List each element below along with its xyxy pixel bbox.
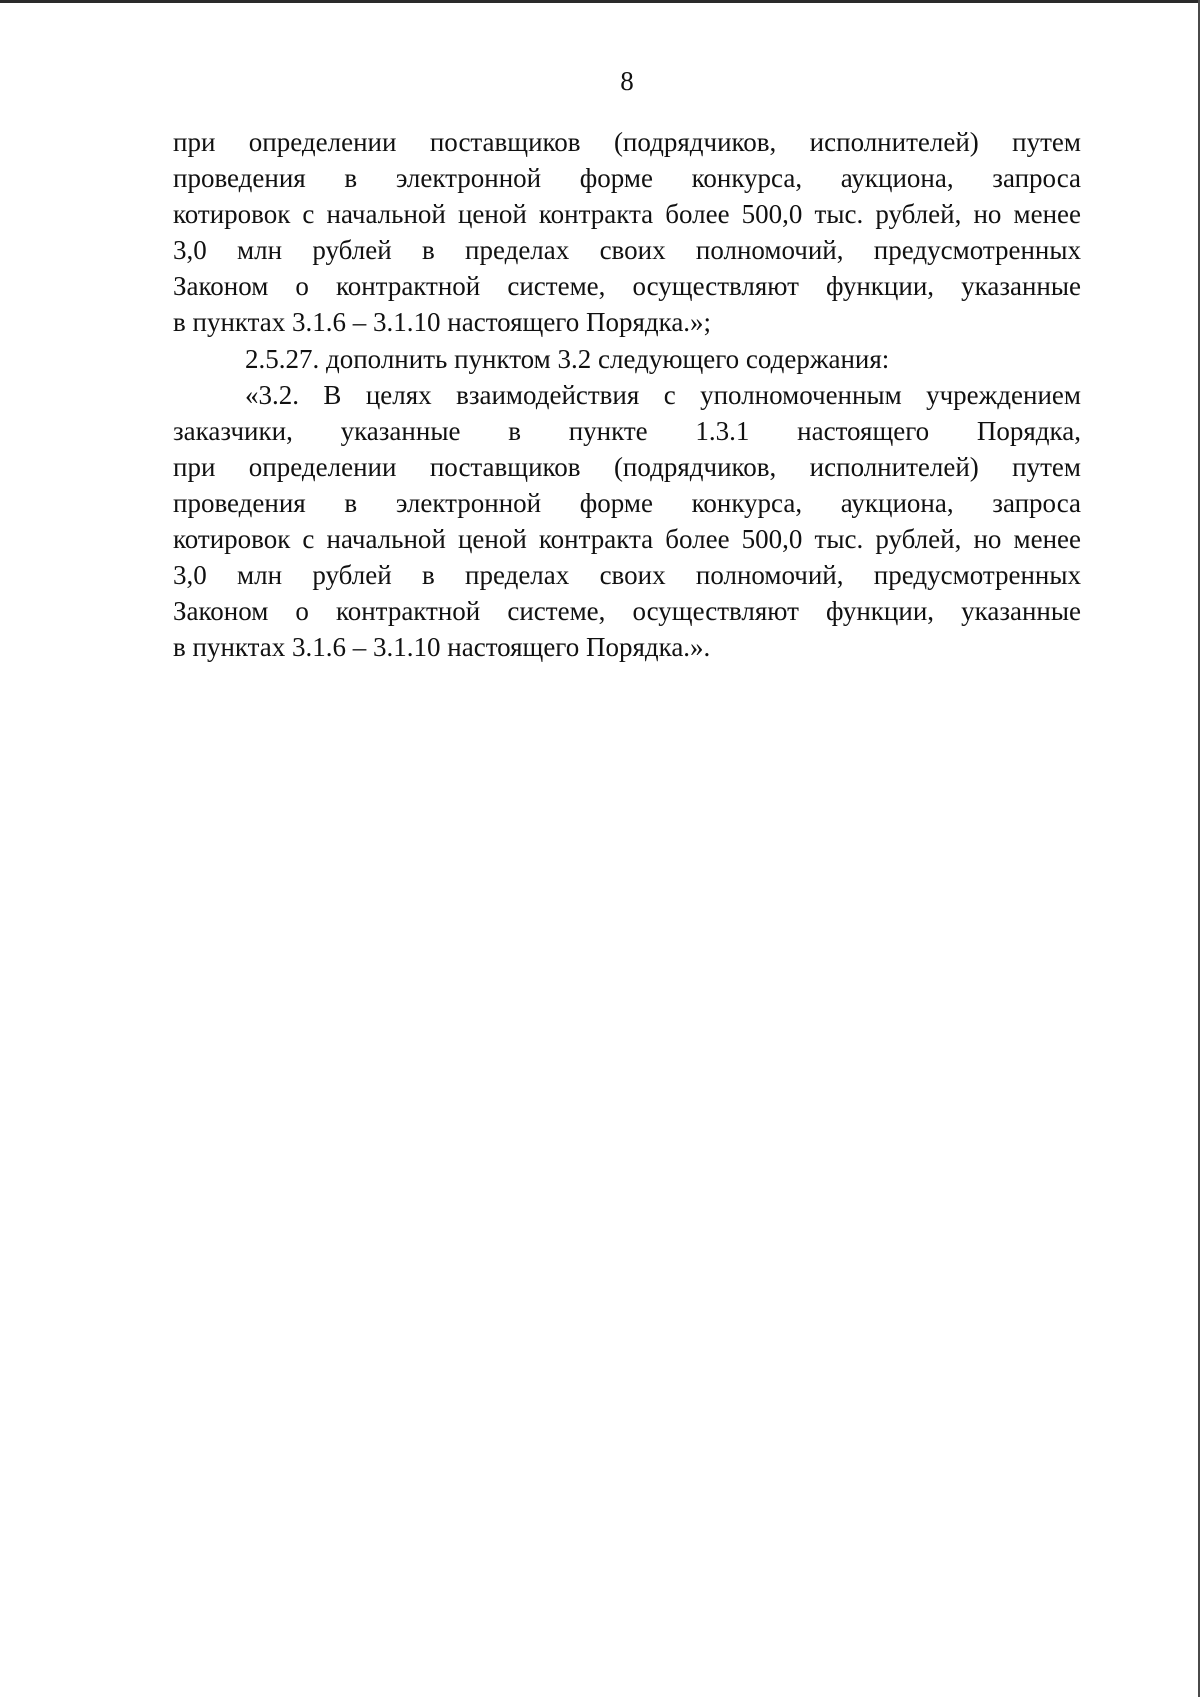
text-line: Законом о контрактной системе, осуществляют функции, указанные: [173, 271, 1081, 302]
text-line: при определении поставщиков (подрядчиков, исполнителей) путем: [173, 127, 1081, 157]
text-line: заказчики, указанные в пункте 1.3.1 настоящего Порядка,: [173, 415, 1081, 446]
paragraph-continuation: [173, 124, 1081, 341]
text-line: в пунктах 3.1.6 – 3.1.10 настоящего Порядка.».: [173, 632, 711, 663]
scan-top-edge: [0, 0, 1200, 3]
paragraph-clause-3-2: [173, 377, 1081, 666]
text-line: «3.2. В целях взаимодействия с уполномоченным учреждением: [245, 379, 1081, 410]
text-line: в пунктах 3.1.6 – 3.1.10 настоящего Порядка.»;: [173, 307, 712, 338]
text-line: Законом о контрактной системе, осуществляют функции, указанные: [173, 596, 1081, 627]
text-line: проведения в электронной форме конкурса, аукциона, запроса: [173, 163, 1081, 194]
text-line: 3,0 млн рублей в пределах своих полномочий, предусмотренных: [173, 235, 1081, 266]
text-line: при определении поставщиков (подрядчиков, исполнителей) путем: [173, 451, 1081, 482]
document-body: [173, 124, 1081, 665]
text-line: проведения в электронной форме конкурса, аукциона, запроса: [173, 487, 1081, 518]
text-line: котировок с начальной ценой контракта более 500,0 тыс. рублей, но менее: [173, 199, 1081, 230]
text-line: 2.5.27. дополнить пунктом 3.2 следующего содержания:: [245, 343, 890, 374]
text-line: 3,0 млн рублей в пределах своих полномочий, предусмотренных: [173, 560, 1081, 591]
paragraph-amendment: [173, 341, 1081, 377]
page-number: 8: [620, 66, 634, 96]
text-line: котировок с начальной ценой контракта более 500,0 тыс. рублей, но менее: [173, 524, 1081, 555]
